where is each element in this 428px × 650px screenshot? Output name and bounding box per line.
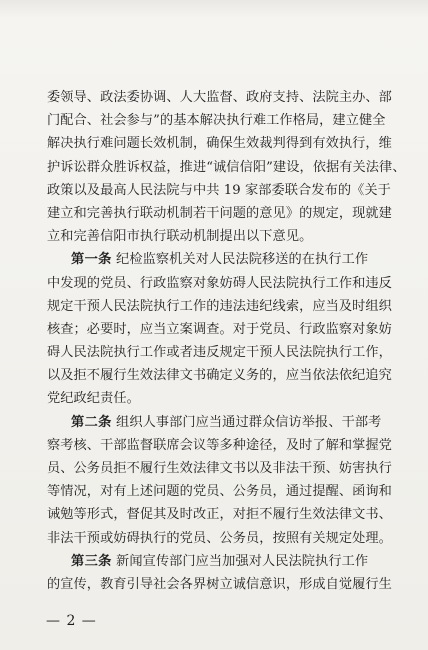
text-line-22 [47,573,405,596]
line-text: 新闻宣传部门应当加强对人民法院执行工作 [116,553,369,569]
text-line-11 [47,318,405,341]
text-line-2 [47,109,405,132]
line-text: 核查；必要时，应当立案调查。对于党员、行政监察对象妨 [47,321,392,337]
line-text: 员、公务员拒不履行生效法律文书以及非法干预、妨害执行 [47,461,392,476]
article-3-label: 第三条 [71,553,112,569]
text-line-20 [47,527,405,550]
text-line-7 [47,225,405,248]
text-line-1 [47,86,405,109]
text-line-5 [47,179,405,202]
line-text: 察考核、干部监督联席会议等多种途径，及时了解和掌握党 [47,437,392,453]
text-line-3 [47,132,405,155]
line-text: 诫勉等形式，督促其及时改正，对拒不履行生效法律文书、 [47,507,392,523]
page-edge-shadow [0,0,428,18]
text-line-6 [47,202,405,225]
text-line-14 [47,387,405,410]
text-line-9 [47,272,405,295]
text-line-12 [47,341,405,364]
text-line-17 [47,457,405,480]
text-line-19 [47,503,405,526]
line-text: 门配合、社会参与”的基本解决执行难工作格局，建立健全 [47,113,386,129]
line-text: 解决执行难问题长效机制，确保生效裁判得到有效执行，维 [47,136,392,152]
line-text: 以及拒不履行生效法律文书确定义务的，应当依法依纪追究 [47,368,392,384]
line-text: 非法干预或妨碍执行的党员、公务员，按照有关规定处理。 [47,530,392,546]
article-2-heading-line [47,411,405,434]
text-line-13 [47,364,405,387]
page-number: — 2 — [46,613,97,629]
text-line-18 [47,480,405,503]
article-1-label: 第一条 [71,252,112,268]
line-text: 党纪政纪责任。 [47,391,140,407]
line-text: 建立和完善执行联动机制若干问题的意见》的规定，现就建 [47,205,392,221]
text-line-16 [47,434,405,457]
line-text: 纪检监察机关对人民法院移送的在执行工作 [116,252,369,268]
line-text: 规定干预人民法院执行工作的违法违纪线索，应当及时组织 [47,298,392,314]
line-text: 护诉讼群众胜诉权益，推进“诚信信阳”建设，依据有关法律、 [47,159,406,175]
article-1-heading-line [47,248,405,271]
text-line-10 [47,295,405,318]
line-text: 委领导、政法委协调、人大监督、政府支持、法院主办、部 [47,90,392,105]
article-3-heading-line [47,550,405,573]
article-2-label: 第二条 [71,414,112,430]
document-body [47,86,405,596]
text-line-4 [47,156,405,179]
line-text: 的宣传，教育引导社会各界树立诚信意识，形成自觉履行生 [47,576,392,592]
line-text: 组织人事部门应当通过群众信访举报、干部考 [116,414,382,430]
line-text: 中发现的党员、行政监察对象妨碍人民法院执行工作和违反 [47,275,392,291]
line-text: 立和完善信阳市执行联动机制提出以下意见。 [47,229,313,245]
line-text: 等情况，对有上述问题的党员、公务员，通过提醒、函询和 [47,484,392,500]
line-text: 碍人民法院执行工作或者违反规定干预人民法院执行工作， [47,345,392,361]
line-text: 政策以及最高人民法院与中共 19 家部委联合发布的《关于 [47,182,391,198]
